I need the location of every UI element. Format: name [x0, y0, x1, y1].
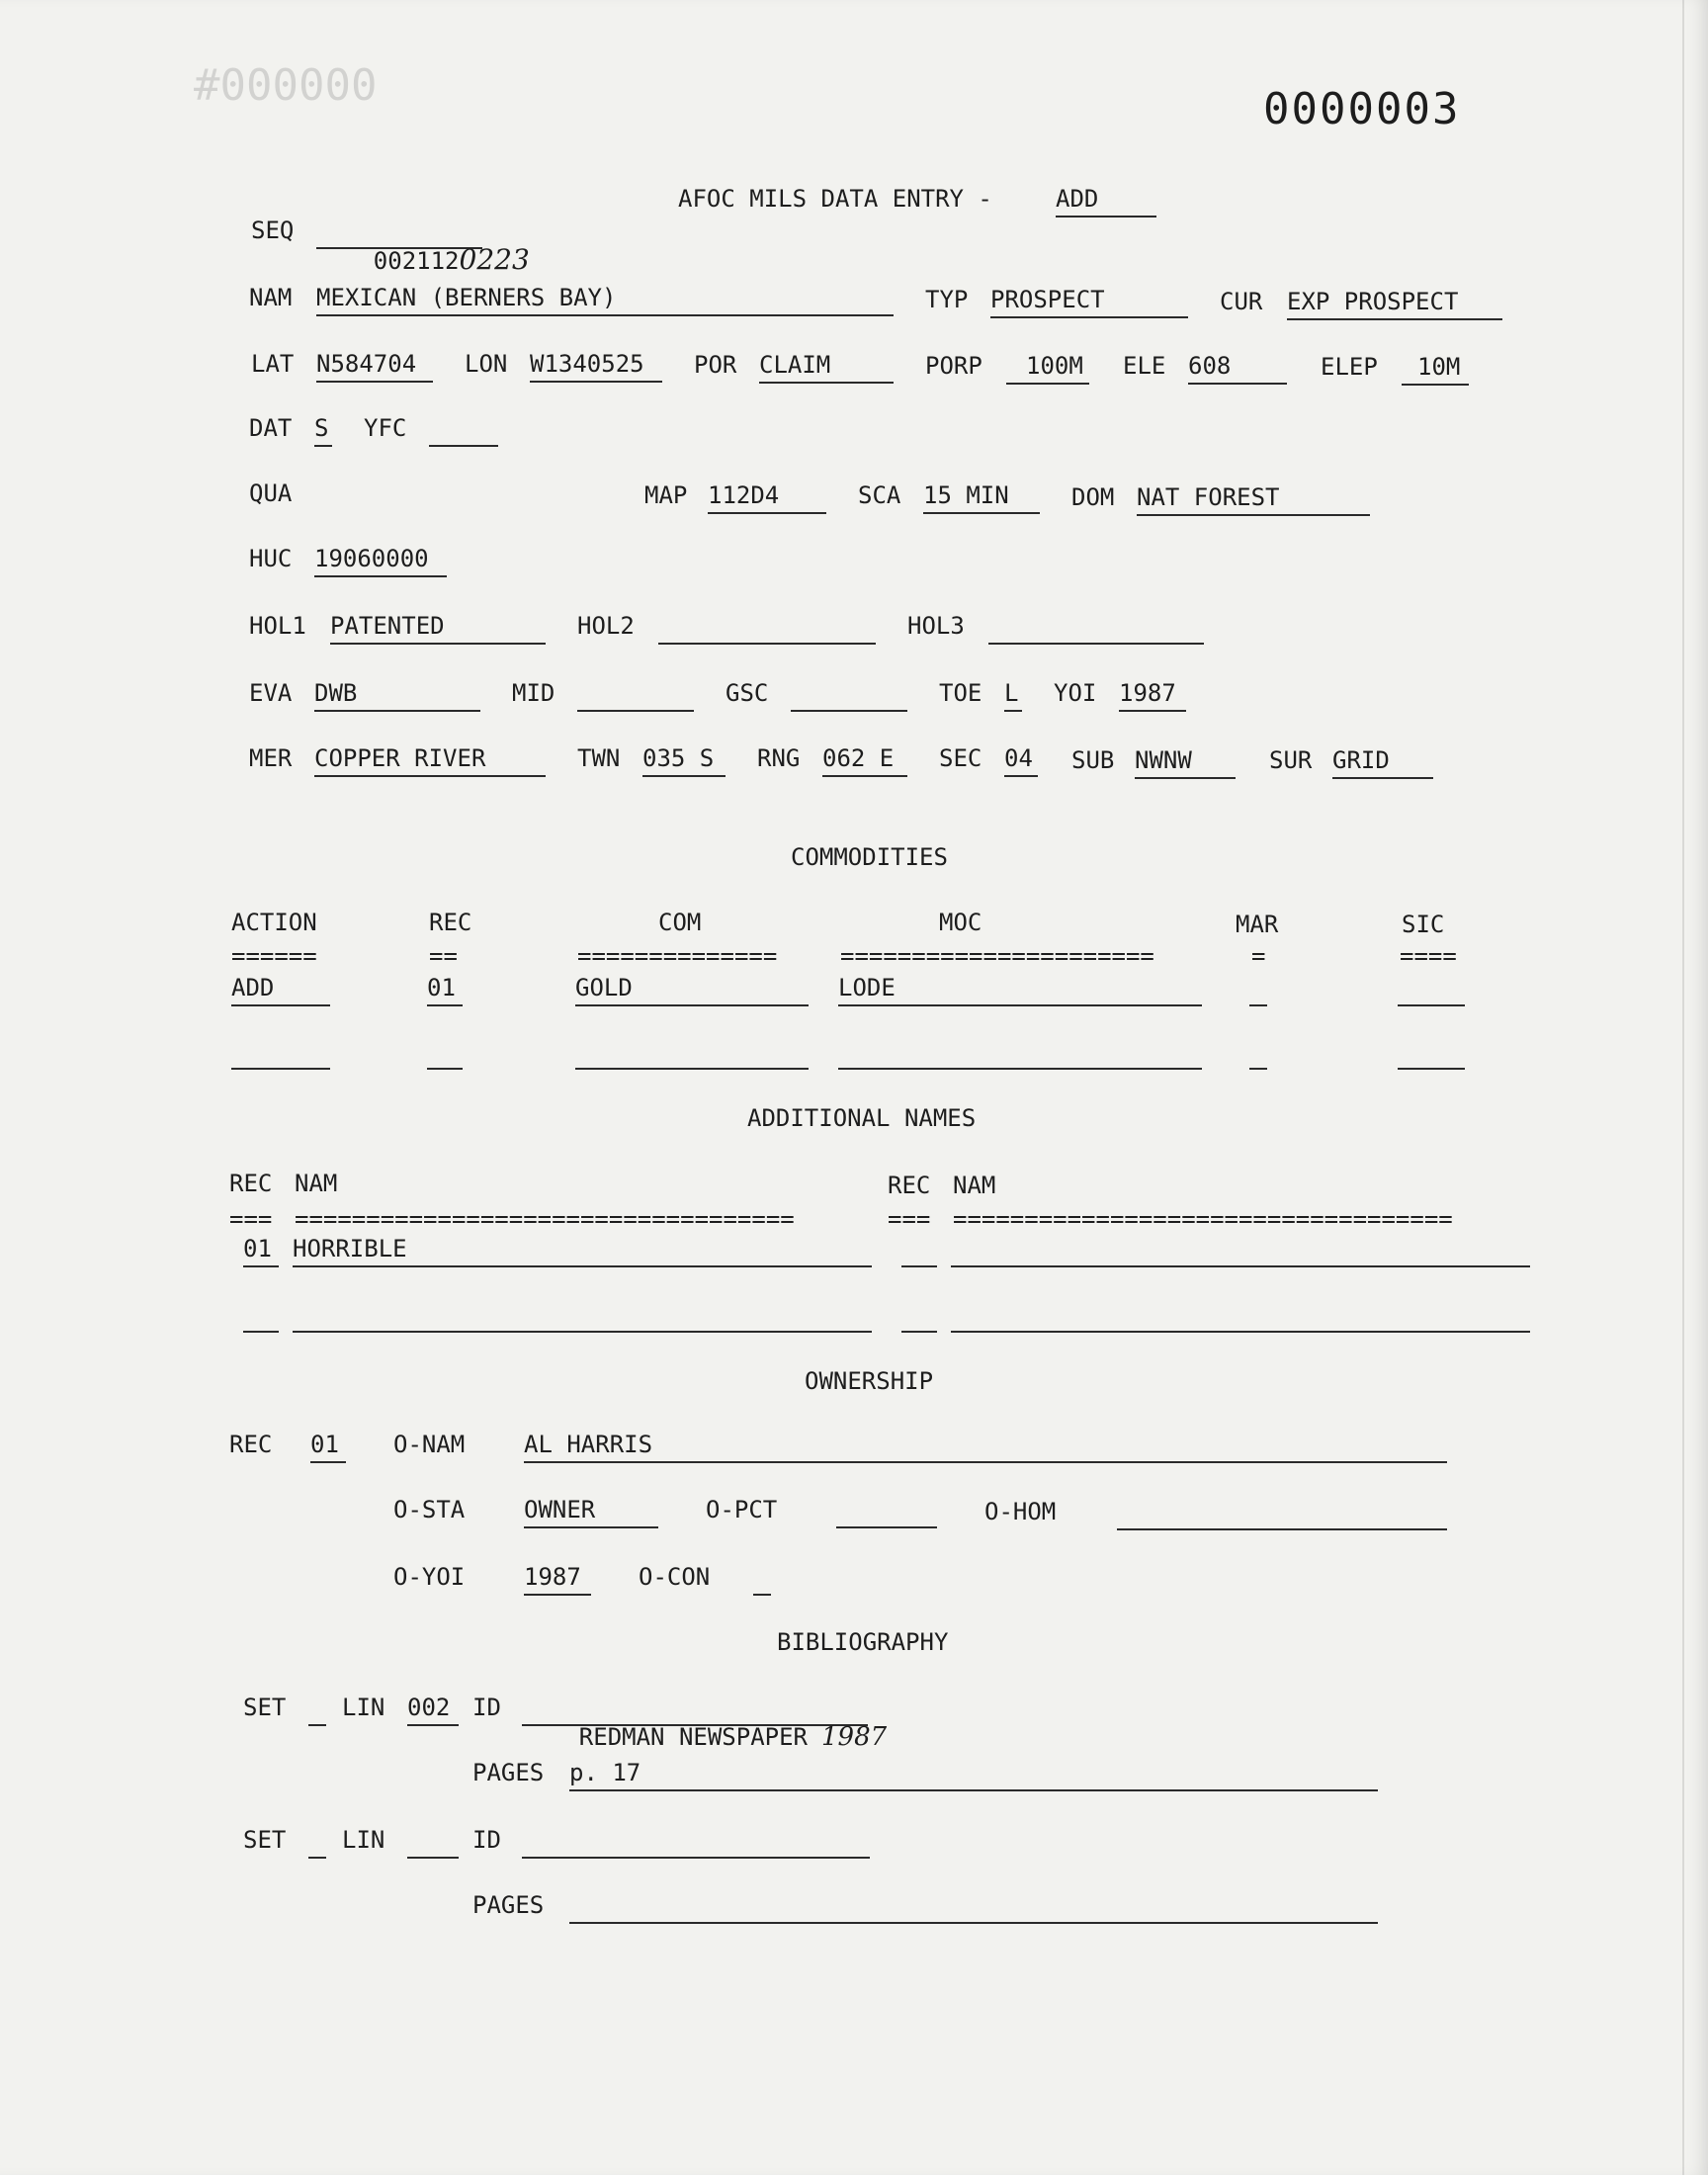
- eva-field[interactable]: DWB: [314, 678, 480, 712]
- commodities-sic-header: SIC: [1402, 911, 1445, 938]
- elep-label: ELEP: [1321, 353, 1378, 381]
- dat-label: DAT: [249, 414, 293, 442]
- nam-field[interactable]: MEXICAN (BERNERS BAY): [316, 283, 894, 316]
- hol2-label: HOL2: [577, 612, 635, 640]
- huc-label: HUC: [249, 545, 293, 572]
- mid-field[interactable]: [577, 678, 694, 712]
- bib-pages-field[interactable]: [569, 1890, 1378, 1924]
- ownership-heading: OWNERSHIP: [805, 1367, 934, 1395]
- commodity-rec-field[interactable]: 01: [427, 973, 463, 1006]
- ele-field[interactable]: 608: [1188, 351, 1287, 385]
- bib-id-handwritten-value: 1987: [820, 1722, 888, 1752]
- lat-label: LAT: [251, 350, 295, 378]
- osta-field[interactable]: OWNER: [524, 1495, 658, 1528]
- additional-name-rec-field[interactable]: 01: [243, 1234, 279, 1267]
- bibliography-heading: BIBLIOGRAPHY: [777, 1628, 949, 1656]
- additional-name-field[interactable]: [293, 1299, 872, 1333]
- yoi-label: YOI: [1054, 679, 1097, 707]
- commodity-com-field[interactable]: GOLD: [575, 973, 809, 1006]
- por-field[interactable]: CLAIM: [759, 350, 894, 384]
- bib-pages-field[interactable]: p. 17: [569, 1758, 1378, 1791]
- sub-label: SUB: [1071, 746, 1115, 774]
- lon-label: LON: [465, 350, 508, 378]
- yfc-field[interactable]: [429, 413, 498, 447]
- bib-set-label: SET: [243, 1826, 287, 1854]
- bib-pages-label: PAGES: [472, 1891, 545, 1919]
- stamped-document-number: 0000003: [1263, 84, 1461, 134]
- ohom-label: O-HOM: [984, 1498, 1057, 1525]
- ownership-rec-label: REC: [229, 1431, 273, 1458]
- seq-field[interactable]: [316, 216, 530, 276]
- typ-label: TYP: [925, 286, 969, 313]
- bib-lin-label: LIN: [342, 1826, 385, 1854]
- commodities-com-header: COM: [658, 909, 702, 936]
- eva-label: EVA: [249, 679, 293, 707]
- ocon-field[interactable]: [753, 1562, 771, 1596]
- bib-id-label: ID: [472, 1826, 501, 1854]
- additional-names-nam-header-right: NAM: [953, 1172, 996, 1199]
- map-label: MAP: [644, 481, 688, 509]
- bib-id-field[interactable]: [522, 1693, 888, 1752]
- bib-id-label: ID: [472, 1694, 501, 1721]
- cur-label: CUR: [1220, 288, 1263, 315]
- commodities-action-header: ACTION: [231, 909, 317, 936]
- bib-set-label: SET: [243, 1694, 287, 1721]
- commodity-com-field[interactable]: [575, 1036, 809, 1070]
- elep-field[interactable]: 10M: [1402, 352, 1469, 386]
- qua-label: QUA: [249, 479, 293, 507]
- commodities-moc-separator: ======================: [840, 942, 1154, 970]
- bib-id-value: REDMAN NEWSPAPER: [578, 1723, 808, 1751]
- additional-name-rec-field[interactable]: [901, 1299, 937, 1333]
- commodities-com-separator: ==============: [577, 942, 778, 970]
- bib-id-field[interactable]: [522, 1825, 870, 1859]
- yoi-field[interactable]: 1987: [1119, 678, 1186, 712]
- osta-label: O-STA: [393, 1496, 466, 1523]
- additional-names-heading: ADDITIONAL NAMES: [747, 1104, 977, 1132]
- additional-names-rec-separator-left: ===: [229, 1205, 273, 1233]
- ohom-field[interactable]: [1117, 1497, 1447, 1530]
- seq-value: 002112: [373, 247, 460, 275]
- lat-field[interactable]: N584704: [316, 349, 433, 383]
- por-label: POR: [694, 351, 737, 379]
- twn-label: TWN: [577, 744, 621, 772]
- commodity-action-field[interactable]: ADD: [231, 973, 330, 1006]
- additional-names-nam-separator-left: ===================================: [295, 1205, 795, 1233]
- opct-field[interactable]: [836, 1495, 937, 1528]
- faint-document-number: #000000: [194, 60, 378, 111]
- toe-label: TOE: [939, 679, 982, 707]
- lon-field[interactable]: W1340525: [530, 349, 662, 383]
- sca-field[interactable]: 15 MIN: [923, 480, 1040, 514]
- toe-field[interactable]: L: [1004, 678, 1022, 712]
- hol3-field[interactable]: [988, 611, 1204, 645]
- dat-field[interactable]: S: [314, 413, 332, 447]
- map-field[interactable]: 112D4: [708, 480, 826, 514]
- cur-field[interactable]: EXP PROSPECT: [1287, 287, 1502, 320]
- sub-field[interactable]: NWNW: [1135, 745, 1236, 779]
- dom-field[interactable]: NAT FOREST: [1137, 482, 1370, 516]
- commodity-moc-field[interactable]: [838, 1036, 1202, 1070]
- commodity-action-field[interactable]: [231, 1036, 330, 1070]
- commodities-rec-separator: ==: [429, 942, 458, 970]
- bib-lin-field[interactable]: 002: [407, 1693, 459, 1726]
- additional-name-field[interactable]: [951, 1234, 1530, 1267]
- huc-field[interactable]: 19060000: [314, 544, 447, 577]
- yfc-label: YFC: [364, 414, 407, 442]
- ocon-label: O-CON: [639, 1563, 711, 1591]
- commodities-rec-header: REC: [429, 909, 472, 936]
- bib-pages-label: PAGES: [472, 1759, 545, 1786]
- bib-lin-field[interactable]: [407, 1825, 459, 1859]
- additional-names-rec-separator-right: ===: [888, 1205, 931, 1233]
- sec-label: SEC: [939, 744, 982, 772]
- bib-set-field[interactable]: [308, 1693, 326, 1726]
- sec-field[interactable]: 04: [1004, 743, 1038, 777]
- onam-label: O-NAM: [393, 1431, 466, 1458]
- bib-set-field[interactable]: [308, 1825, 326, 1859]
- hol1-label: HOL1: [249, 612, 306, 640]
- additional-name-rec-field[interactable]: [243, 1299, 279, 1333]
- porp-field[interactable]: 100M: [1006, 351, 1089, 385]
- typ-field[interactable]: PROSPECT: [990, 285, 1188, 318]
- additional-name-field[interactable]: HORRIBLE: [293, 1234, 872, 1267]
- gsc-field[interactable]: [791, 678, 907, 712]
- commodity-sic-field[interactable]: [1398, 973, 1465, 1006]
- additional-name-field[interactable]: [951, 1299, 1530, 1333]
- hol1-field[interactable]: PATENTED: [330, 611, 546, 645]
- form-title: AFOC MILS DATA ENTRY -: [678, 185, 992, 213]
- seq-handwritten-value: 0223: [459, 243, 530, 276]
- additional-name-rec-field[interactable]: [901, 1234, 937, 1267]
- commodity-sic-field[interactable]: [1398, 1036, 1465, 1070]
- commodities-action-separator: ======: [231, 942, 317, 970]
- mer-field[interactable]: COPPER RIVER: [314, 743, 546, 777]
- oyoi-label: O-YOI: [393, 1563, 466, 1591]
- additional-names-rec-header-right: REC: [888, 1172, 931, 1199]
- onam-field[interactable]: AL HARRIS: [524, 1430, 1447, 1463]
- mid-label: MID: [512, 679, 555, 707]
- ele-label: ELE: [1123, 352, 1166, 380]
- opct-label: O-PCT: [706, 1496, 778, 1523]
- commodity-mar-field[interactable]: [1249, 1036, 1267, 1070]
- commodities-mar-header: MAR: [1236, 911, 1279, 938]
- dom-label: DOM: [1071, 483, 1115, 511]
- ownership-rec-field[interactable]: 01: [310, 1430, 346, 1463]
- sur-field[interactable]: GRID: [1332, 745, 1433, 779]
- mer-label: MER: [249, 744, 293, 772]
- nam-label: NAM: [249, 284, 293, 311]
- rng-field[interactable]: 062 E: [822, 743, 907, 777]
- porp-label: PORP: [925, 352, 982, 380]
- sca-label: SCA: [858, 481, 901, 509]
- twn-field[interactable]: 035 S: [642, 743, 726, 777]
- commodity-moc-field[interactable]: LODE: [838, 973, 1202, 1006]
- seq-label: SEQ: [251, 217, 295, 244]
- rng-label: RNG: [757, 744, 801, 772]
- commodities-heading: COMMODITIES: [791, 843, 948, 871]
- commodity-mar-field[interactable]: [1249, 973, 1267, 1006]
- form-action-field[interactable]: ADD: [1056, 184, 1156, 218]
- additional-names-rec-header-left: REC: [229, 1170, 273, 1197]
- commodities-moc-header: MOC: [939, 909, 982, 936]
- additional-names-nam-header-left: NAM: [295, 1170, 338, 1197]
- commodity-rec-field[interactable]: [427, 1036, 463, 1070]
- commodities-sic-separator: ====: [1400, 942, 1457, 970]
- hol3-label: HOL3: [907, 612, 965, 640]
- hol2-field[interactable]: [658, 611, 876, 645]
- gsc-label: GSC: [726, 679, 769, 707]
- sur-label: SUR: [1269, 746, 1313, 774]
- commodities-mar-separator: =: [1251, 942, 1266, 970]
- additional-names-nam-separator-right: ===================================: [953, 1205, 1453, 1233]
- oyoi-field[interactable]: 1987: [524, 1562, 591, 1596]
- bib-lin-label: LIN: [342, 1694, 385, 1721]
